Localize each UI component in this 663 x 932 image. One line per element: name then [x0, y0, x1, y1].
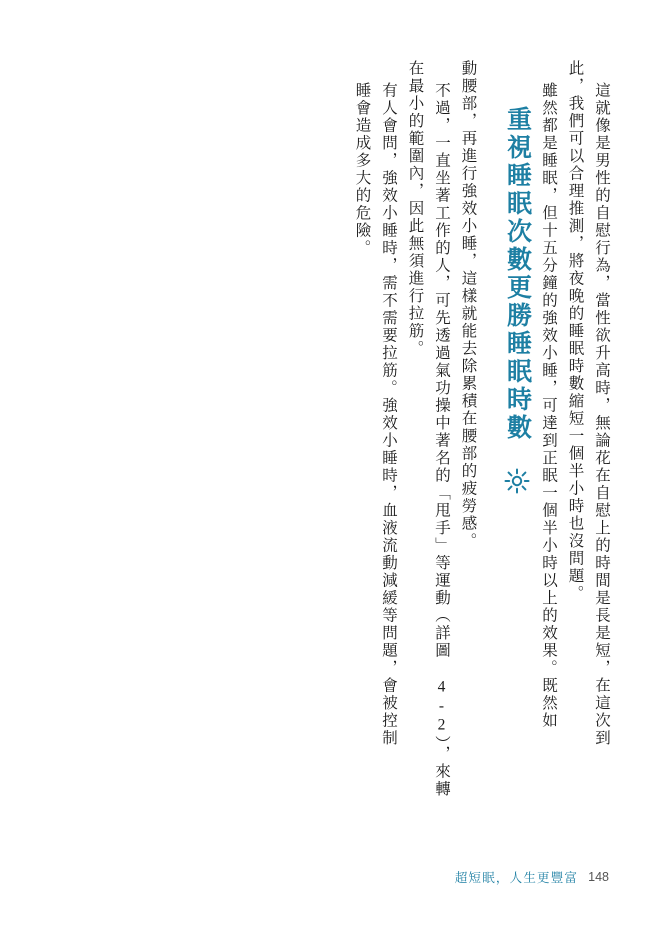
running-title: 超短眠，人生更豐富: [454, 871, 579, 885]
text-column: 雖然都是睡眠，但十五分鐘的強效小睡，可達到正眠一個半小時以上的效果。既然如: [540, 82, 557, 730]
text-column: 動腰部，再進行強效小睡，這樣就能去除累積在腰部的疲勞感。: [459, 60, 477, 550]
text-column: 睡會造成多大的危險。: [353, 82, 371, 257]
sun-asterisk-icon: [504, 468, 530, 494]
section-heading: [502, 60, 530, 850]
page-number: 148: [588, 870, 609, 884]
section-heading-text: 重視睡眠次數更勝睡眠時數: [503, 106, 531, 442]
text-column: 這就像是男性的自慰行為，當性欲升高時，無論花在自慰上的時間是長是短，在這次到: [593, 82, 610, 747]
page-footer: [455, 868, 609, 886]
text-column: 不過，一直坐著工作的人，可先透過氣功操中著名的「甩手」等運動（詳圖 4-2），來轉: [433, 82, 450, 798]
text-column: 有人會問，強效小睡時，需不需要拉筋。強效小睡時，血液流動減緩等問題，會被控制: [380, 82, 397, 747]
vertical-text-area: [343, 60, 609, 850]
text-column: 此，我們可以合理推測，將夜晚的睡眠時數縮短一個半小時也沒問題。: [566, 60, 584, 603]
text-column: 在最小的範圍內，因此無須進行拉筋。: [406, 60, 424, 358]
